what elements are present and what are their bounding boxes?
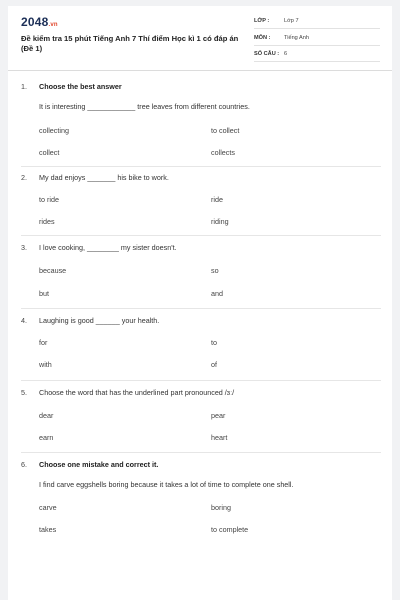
- question-number: 4.: [21, 316, 27, 325]
- option-a[interactable]: because: [39, 266, 67, 275]
- question-prompt: Choose the best answer: [39, 82, 122, 91]
- divider: [21, 380, 381, 381]
- option-a[interactable]: to ride: [39, 195, 59, 204]
- option-b[interactable]: ride: [211, 195, 223, 204]
- option-b[interactable]: pear: [211, 411, 226, 420]
- option-b[interactable]: so: [211, 266, 219, 275]
- logo-suffix: .vn: [48, 22, 58, 28]
- option-d[interactable]: riding: [211, 217, 229, 226]
- question-number: 5.: [21, 388, 27, 397]
- option-c[interactable]: rides: [39, 217, 55, 226]
- question-number: 1.: [21, 82, 27, 91]
- question-prompt: Choose the word that has the underlined part pronounced /ɜː/: [39, 388, 235, 397]
- option-d[interactable]: and: [211, 289, 223, 298]
- question-number: 3.: [21, 243, 27, 252]
- divider: [21, 308, 381, 309]
- site-logo[interactable]: [21, 15, 58, 29]
- meta-count: [254, 48, 380, 62]
- meta-subject-value: Tiếng Anh: [284, 35, 309, 41]
- option-a[interactable]: for: [39, 338, 48, 347]
- question-text: I find carve eggshells boring because it takes a lot of time to complete one shell.: [39, 480, 294, 489]
- question-prompt: I love cooking, ________ my sister doesn't.: [39, 243, 177, 252]
- logo-main: 2048: [21, 15, 49, 29]
- option-b[interactable]: to collect: [211, 126, 240, 135]
- question-prompt: Choose one mistake and correct it.: [39, 460, 159, 469]
- question-prompt: My dad enjoys _______ his bike to work.: [39, 173, 169, 182]
- option-a[interactable]: carve: [39, 503, 57, 512]
- divider: [21, 166, 381, 167]
- question-number: 2.: [21, 173, 27, 182]
- question-text: It is interesting ____________ tree leaves from different countries.: [39, 102, 250, 111]
- question-number: 6.: [21, 460, 27, 469]
- meta-class-label: LỚP :: [254, 18, 270, 24]
- exam-title: Đề kiểm tra 15 phút Tiếng Anh 7 Thí điểm Học kì 1 có đáp án (Đề 1): [21, 34, 239, 53]
- option-c[interactable]: takes: [39, 525, 57, 534]
- option-c[interactable]: with: [39, 360, 52, 369]
- meta-subject-label: MÔN :: [254, 35, 271, 41]
- exam-header: [8, 6, 392, 71]
- divider: [21, 235, 381, 236]
- divider: [21, 452, 381, 453]
- meta-count-label: SỐ CÂU :: [254, 51, 280, 57]
- option-a[interactable]: dear: [39, 411, 54, 420]
- option-d[interactable]: of: [211, 360, 217, 369]
- meta-count-value: 6: [284, 51, 288, 57]
- meta-class: [254, 15, 380, 29]
- option-d[interactable]: to complete: [211, 525, 249, 534]
- option-c[interactable]: earn: [39, 433, 54, 442]
- option-b[interactable]: to: [211, 338, 217, 347]
- meta-class-value: Lớp 7: [284, 18, 299, 24]
- option-c[interactable]: but: [39, 289, 49, 298]
- option-d[interactable]: heart: [211, 433, 228, 442]
- exam-sheet: [8, 6, 392, 600]
- option-d[interactable]: collects: [211, 148, 235, 157]
- meta-subject: [254, 32, 380, 46]
- option-c[interactable]: collect: [39, 148, 60, 157]
- question-prompt: Laughing is good ______ your health.: [39, 316, 160, 325]
- option-b[interactable]: boring: [211, 503, 231, 512]
- option-a[interactable]: collecting: [39, 126, 69, 135]
